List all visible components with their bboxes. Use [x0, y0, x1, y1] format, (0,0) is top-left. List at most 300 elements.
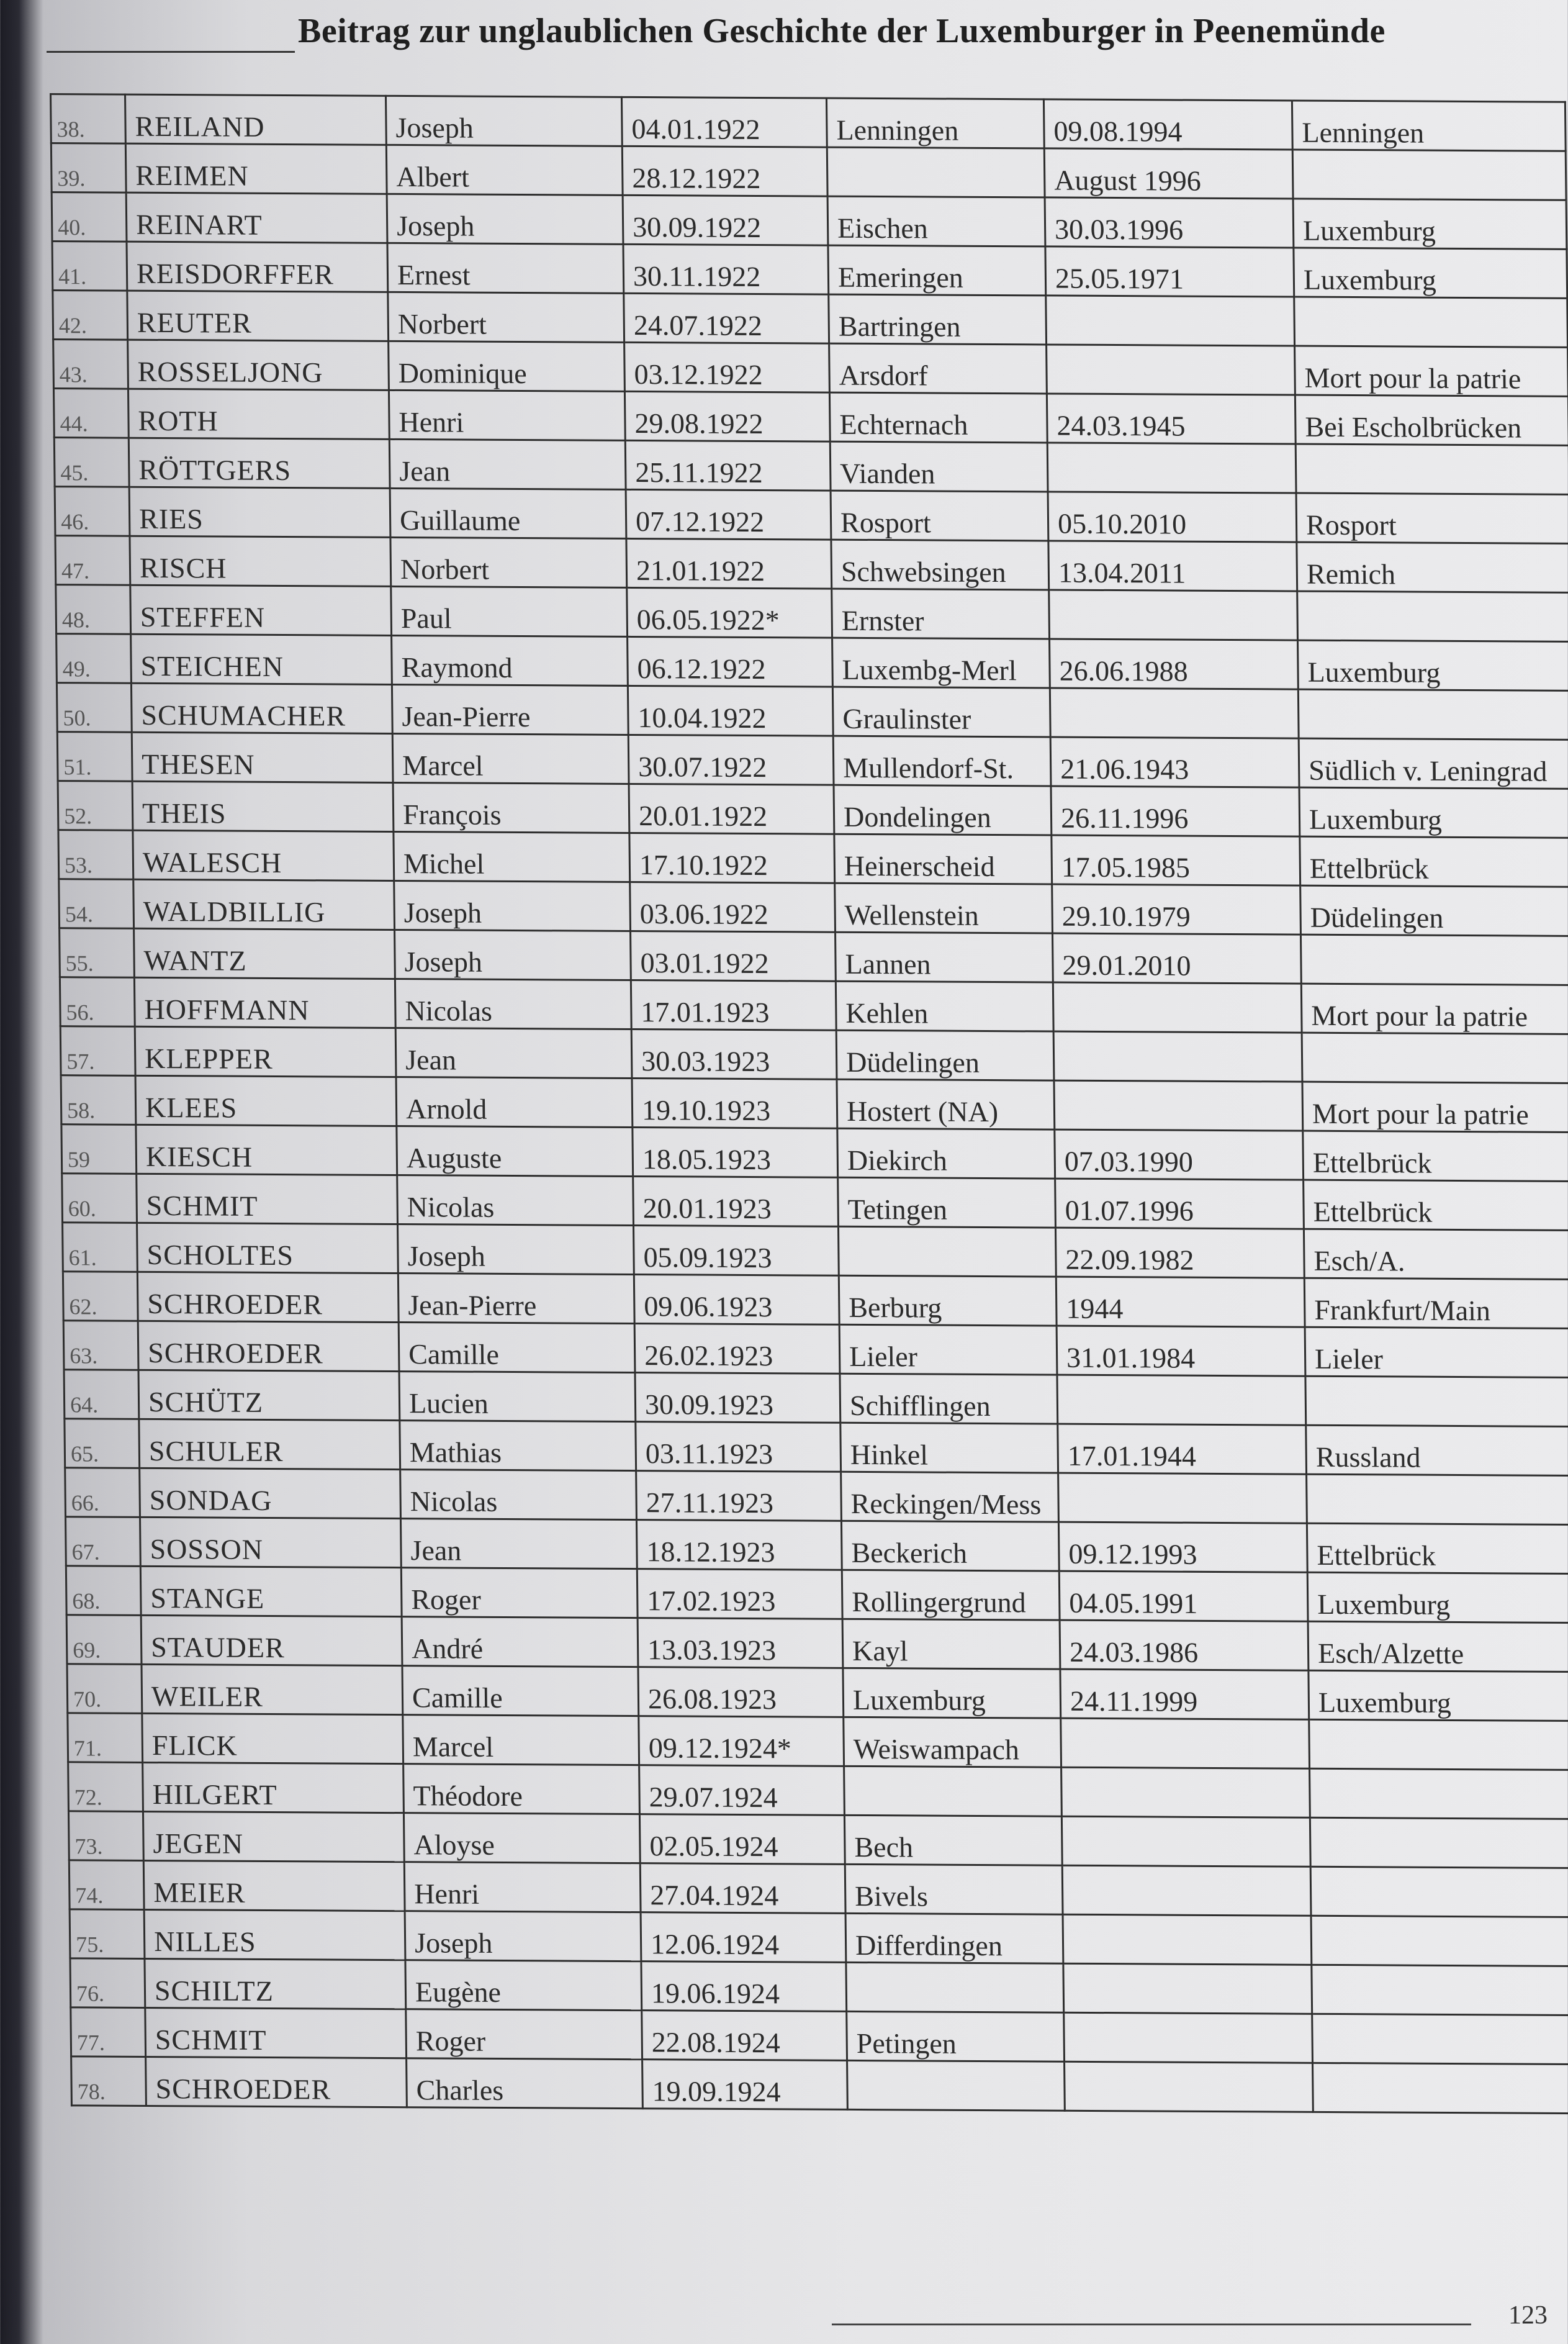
table-row: [56, 585, 1568, 642]
death-place-cell: [1295, 444, 1568, 494]
surname-cell: SOSSON: [140, 1517, 401, 1567]
death-date-cell: 24.11.1999: [1060, 1669, 1309, 1719]
table-row: [55, 487, 1568, 544]
table-row: [70, 1909, 1568, 1966]
birth-date-cell: 17.02.1923: [637, 1569, 842, 1619]
entry-number-cell: 41.: [52, 242, 127, 291]
birth-date-cell: 03.01.1922: [631, 931, 836, 981]
surname-cell: HOFFMANN: [134, 977, 395, 1028]
surname-cell: STAUDER: [141, 1615, 402, 1665]
entry-number-cell: 76.: [70, 1958, 145, 2008]
first-name-cell: Auguste: [397, 1126, 633, 1177]
first-name-cell: Joseph: [394, 880, 631, 931]
entry-number-cell: 66.: [65, 1468, 140, 1518]
birth-place-cell: Rosport: [831, 491, 1048, 541]
death-date-cell: 31.01.1984: [1057, 1326, 1305, 1376]
birth-place-cell: Graulinster: [832, 687, 1050, 737]
birth-date-cell: 30.11.1922: [623, 244, 829, 294]
death-place-cell: Bei Escholbrücken: [1295, 395, 1568, 445]
birth-place-cell: Differdingen: [845, 1913, 1063, 1963]
birth-date-cell: 20.01.1923: [633, 1177, 839, 1227]
entry-number-cell: 55.: [60, 928, 135, 978]
death-place-cell: Esch/A.: [1304, 1229, 1568, 1279]
first-name-cell: Guillaume: [390, 488, 626, 538]
birth-place-cell: Düdelingen: [836, 1030, 1054, 1080]
surname-cell: SCHROEDER: [146, 2057, 407, 2107]
table-row: [58, 830, 1568, 887]
death-place-cell: Russland: [1306, 1425, 1568, 1475]
birth-date-cell: 30.03.1923: [631, 1029, 837, 1079]
entry-number-cell: 39.: [51, 143, 126, 193]
table-row: [55, 536, 1568, 593]
first-name-cell: Raymond: [392, 635, 628, 686]
table-row: [63, 1223, 1568, 1280]
first-name-cell: Henri: [389, 390, 625, 440]
death-place-cell: [1310, 1867, 1568, 1917]
death-place-cell: [1312, 1965, 1568, 2015]
first-name-cell: Norbert: [388, 292, 624, 342]
surname-cell: ROTH: [128, 389, 389, 439]
death-place-cell: [1310, 1768, 1568, 1819]
table-row: [69, 1860, 1568, 1917]
entry-number-cell: 59: [61, 1124, 137, 1174]
birth-place-cell: [838, 1226, 1056, 1277]
first-name-cell: Roger: [406, 2009, 642, 2060]
first-name-cell: Jean: [395, 1028, 632, 1079]
table-row: [66, 1517, 1568, 1574]
death-date-cell: 09.12.1993: [1058, 1522, 1307, 1572]
birth-date-cell: 17.10.1922: [629, 833, 835, 883]
birth-place-cell: Lieler: [839, 1324, 1057, 1375]
table-row: [68, 1762, 1568, 1819]
first-name-cell: Aloyse: [403, 1813, 640, 1863]
death-place-cell: Ettelbrück: [1307, 1523, 1568, 1573]
birth-place-cell: Emeringen: [828, 245, 1046, 296]
surname-cell: MEIER: [143, 1860, 405, 1911]
death-place-cell: [1309, 1719, 1568, 1770]
death-place-cell: [1292, 150, 1566, 200]
birth-place-cell: Diekirch: [837, 1128, 1055, 1179]
first-name-cell: Lucien: [399, 1372, 636, 1422]
death-place-cell: Ettelbrück: [1300, 836, 1568, 887]
death-date-cell: 30.03.1996: [1045, 197, 1294, 248]
death-place-cell: Luxemburg: [1309, 1670, 1568, 1721]
surname-cell: HILGERT: [143, 1762, 404, 1812]
entry-number-cell: 58.: [61, 1075, 136, 1125]
surname-cell: SCHROEDER: [138, 1321, 399, 1371]
surname-cell: RÖTTGERS: [128, 438, 390, 488]
entry-number-cell: 61.: [63, 1223, 138, 1272]
entry-number-cell: 52.: [58, 781, 133, 831]
death-date-cell: [1050, 688, 1299, 738]
surname-cell: FLICK: [142, 1713, 403, 1763]
death-date-cell: 26.06.1988: [1050, 639, 1299, 689]
surname-cell: REUTER: [127, 291, 389, 341]
roster-table-wrapper: [50, 93, 1568, 2200]
table-row: [71, 2007, 1568, 2065]
entry-number-cell: 45.: [54, 438, 129, 487]
death-date-cell: [1061, 1816, 1310, 1867]
surname-cell: WANTZ: [134, 928, 395, 979]
table-row: [65, 1419, 1568, 1476]
surname-cell: WALESCH: [133, 830, 394, 880]
birth-date-cell: 06.05.1922*: [627, 587, 832, 638]
surname-cell: THESEN: [132, 732, 393, 782]
header-rule: [47, 51, 295, 53]
birth-date-cell: 26.08.1923: [638, 1667, 844, 1717]
surname-cell: SONDAG: [140, 1468, 401, 1518]
surname-cell: WEILER: [142, 1664, 403, 1714]
roster-table: [50, 93, 1568, 2114]
table-row: [63, 1272, 1568, 1329]
entry-number-cell: 77.: [71, 2007, 146, 2057]
death-date-cell: [1054, 1080, 1303, 1131]
table-row: [66, 1615, 1568, 1672]
death-date-cell: [1061, 1767, 1310, 1817]
birth-date-cell: 27.04.1924: [640, 1863, 845, 1914]
table-row: [52, 192, 1567, 250]
death-date-cell: 07.03.1990: [1055, 1129, 1304, 1180]
birth-place-cell: [847, 2060, 1065, 2111]
table-row: [51, 143, 1566, 201]
first-name-cell: Joseph: [405, 1911, 641, 1962]
birth-date-cell: 12.06.1924: [641, 1912, 846, 1963]
entry-number-cell: 74.: [69, 1860, 144, 1910]
entry-number-cell: 48.: [56, 585, 131, 635]
table-row: [58, 781, 1568, 838]
entry-number-cell: 70.: [67, 1664, 142, 1714]
entry-number-cell: 78.: [71, 2057, 146, 2106]
first-name-cell: François: [393, 782, 629, 833]
birth-place-cell: Hostert (NA): [837, 1079, 1055, 1129]
surname-cell: KLEES: [135, 1075, 397, 1126]
birth-place-cell: Vianden: [830, 441, 1048, 492]
death-place-cell: Lenningen: [1292, 101, 1566, 151]
birth-date-cell: 18.12.1923: [636, 1520, 842, 1570]
entry-number-cell: 72.: [68, 1762, 143, 1812]
death-date-cell: [1053, 982, 1302, 1033]
entry-number-cell: 71.: [68, 1713, 143, 1763]
death-place-cell: Mort pour la patrie: [1301, 984, 1568, 1034]
surname-cell: NILLES: [144, 1909, 405, 1960]
death-date-cell: [1047, 443, 1296, 493]
birth-place-cell: Reckingen/Mess: [841, 1472, 1059, 1522]
birth-date-cell: 17.01.1923: [631, 980, 836, 1030]
death-place-cell: [1302, 1033, 1568, 1083]
surname-cell: REILAND: [125, 94, 387, 145]
birth-place-cell: Hinkel: [840, 1423, 1058, 1473]
death-place-cell: Ettelbrück: [1304, 1180, 1568, 1230]
birth-date-cell: 30.09.1923: [635, 1373, 840, 1423]
table-row: [71, 2057, 1568, 2114]
entry-number-cell: 62.: [63, 1272, 138, 1321]
surname-cell: REIMEN: [125, 143, 387, 194]
first-name-cell: Albert: [386, 145, 623, 195]
table-row: [56, 683, 1568, 740]
first-name-cell: Nicolas: [397, 1175, 634, 1226]
death-date-cell: 04.05.1991: [1059, 1571, 1308, 1621]
table-row: [63, 1321, 1568, 1378]
birth-date-cell: 20.01.1922: [629, 784, 834, 834]
death-date-cell: August 1996: [1044, 148, 1293, 199]
first-name-cell: Nicolas: [395, 979, 631, 1029]
birth-date-cell: 02.05.1924: [639, 1814, 845, 1865]
birth-date-cell: 13.03.1923: [638, 1618, 843, 1668]
death-place-cell: [1298, 689, 1568, 740]
birth-place-cell: [844, 1766, 1062, 1816]
death-date-cell: 01.07.1996: [1055, 1179, 1304, 1229]
death-place-cell: Luxemburg: [1299, 787, 1568, 838]
death-date-cell: 17.05.1985: [1052, 835, 1300, 885]
birth-date-cell: 06.12.1922: [628, 636, 833, 687]
first-name-cell: Théodore: [403, 1764, 640, 1814]
death-date-cell: 24.03.1986: [1060, 1620, 1309, 1670]
death-place-cell: Luxemburg: [1294, 248, 1567, 298]
birth-place-cell: Wellenstein: [835, 883, 1053, 933]
table-row: [60, 977, 1568, 1034]
first-name-cell: Joseph: [398, 1224, 634, 1275]
first-name-cell: Jean-Pierre: [398, 1274, 634, 1324]
surname-cell: SCHMIT: [145, 2007, 407, 2058]
table-row: [68, 1811, 1568, 1868]
birth-date-cell: 27.11.1923: [636, 1471, 842, 1521]
entry-number-cell: 69.: [66, 1615, 142, 1665]
birth-date-cell: 21.01.1922: [626, 538, 832, 589]
first-name-cell: Jean-Pierre: [392, 684, 628, 735]
birth-date-cell: 28.12.1922: [622, 146, 827, 196]
birth-date-cell: 30.07.1922: [628, 735, 834, 785]
entry-number-cell: 60.: [62, 1174, 137, 1223]
death-place-cell: Lieler: [1305, 1327, 1568, 1377]
death-date-cell: [1047, 345, 1295, 395]
death-date-cell: [1057, 1375, 1306, 1425]
entry-number-cell: 63.: [63, 1321, 138, 1370]
birth-date-cell: 03.12.1922: [624, 342, 830, 392]
birth-place-cell: Echternach: [829, 392, 1047, 443]
death-date-cell: [1065, 2061, 1313, 2112]
surname-cell: STEFFEN: [130, 585, 392, 635]
death-date-cell: 17.01.1944: [1058, 1424, 1307, 1474]
birth-place-cell: Lannen: [836, 932, 1053, 982]
entry-number-cell: 49.: [56, 634, 132, 684]
page-title: Beitrag zur unglaublichen Geschichte der Luxemburger in Peenemünde: [298, 12, 1386, 50]
entry-number-cell: 40.: [52, 192, 127, 242]
birth-date-cell: 07.12.1922: [626, 489, 831, 540]
death-date-cell: [1063, 1963, 1312, 2014]
birth-place-cell: [846, 1962, 1064, 2012]
birth-date-cell: 19.09.1924: [642, 2060, 848, 2110]
birth-place-cell: Bivels: [845, 1864, 1063, 1914]
birth-date-cell: 24.07.1922: [624, 293, 829, 343]
birth-date-cell: 03.11.1923: [636, 1422, 841, 1472]
birth-date-cell: 26.02.1923: [634, 1324, 840, 1374]
surname-cell: SCHÜTZ: [138, 1370, 400, 1420]
table-row: [64, 1370, 1568, 1427]
death-place-cell: Rosport: [1296, 493, 1568, 543]
entry-number-cell: 57.: [60, 1026, 135, 1076]
surname-cell: ROSSELJONG: [128, 340, 389, 390]
table-row: [53, 340, 1568, 397]
birth-place-cell: [827, 147, 1045, 197]
entry-number-cell: 43.: [53, 340, 128, 389]
death-place-cell: Luxemburg: [1293, 199, 1567, 249]
table-row: [68, 1713, 1568, 1770]
page-number: 123: [1508, 2301, 1548, 2330]
entry-number-cell: 42.: [53, 291, 128, 340]
surname-cell: STEICHEN: [131, 634, 392, 684]
table-row: [57, 732, 1568, 789]
entry-number-cell: 44.: [53, 389, 128, 438]
table-row: [53, 291, 1568, 348]
birth-place-cell: Beckerich: [841, 1521, 1059, 1571]
birth-place-cell: Berburg: [839, 1275, 1057, 1326]
first-name-cell: Marcel: [403, 1715, 639, 1765]
first-name-cell: Nicolas: [400, 1470, 637, 1520]
birth-place-cell: Bech: [844, 1815, 1062, 1865]
death-place-cell: Remich: [1297, 542, 1568, 592]
table-row: [54, 438, 1568, 495]
death-date-cell: 21.06.1943: [1050, 737, 1299, 787]
table-row: [56, 634, 1568, 691]
first-name-cell: Camille: [402, 1666, 639, 1716]
birth-place-cell: Petingen: [847, 2011, 1065, 2061]
birth-place-cell: Schifflingen: [840, 1373, 1058, 1424]
death-date-cell: 13.04.2011: [1048, 541, 1297, 591]
death-place-cell: Frankfurt/Main: [1304, 1278, 1568, 1328]
entry-number-cell: 50.: [56, 683, 132, 733]
death-place-cell: [1311, 1916, 1568, 1966]
birth-date-cell: 09.12.1924*: [639, 1716, 844, 1767]
death-place-cell: Luxemburg: [1307, 1572, 1568, 1622]
birth-place-cell: Schwebsingen: [831, 540, 1049, 590]
first-name-cell: Michel: [394, 831, 630, 882]
first-name-cell: Paul: [391, 586, 628, 636]
entry-number-cell: 67.: [66, 1517, 141, 1567]
surname-cell: SCHROEDER: [137, 1272, 399, 1322]
death-place-cell: [1294, 297, 1568, 347]
death-place-cell: Düdelingen: [1300, 885, 1568, 936]
death-date-cell: 24.03.1945: [1047, 394, 1295, 444]
birth-place-cell: Dondelingen: [834, 785, 1052, 835]
first-name-cell: Marcel: [392, 733, 629, 784]
birth-place-cell: Luxembg-Merl: [832, 638, 1050, 688]
first-name-cell: Jean: [400, 1519, 637, 1569]
first-name-cell: Joseph: [395, 930, 631, 980]
roster-table-body: [51, 94, 1568, 2114]
birth-date-cell: 09.06.1923: [634, 1275, 839, 1325]
birth-place-cell: Lenningen: [826, 98, 1044, 148]
first-name-cell: Joseph: [387, 194, 623, 244]
surname-cell: RISCH: [130, 536, 391, 586]
first-name-cell: Arnold: [396, 1077, 633, 1128]
birth-date-cell: 04.01.1922: [621, 97, 827, 147]
birth-place-cell: Kayl: [842, 1619, 1060, 1669]
first-name-cell: Norbert: [390, 537, 627, 587]
death-date-cell: [1061, 1718, 1310, 1768]
birth-place-cell: Weiswampach: [844, 1717, 1061, 1767]
birth-date-cell: 30.09.1922: [623, 195, 828, 245]
birth-date-cell: 29.07.1924: [639, 1765, 845, 1816]
surname-cell: JEGEN: [143, 1811, 404, 1862]
death-date-cell: 29.01.2010: [1052, 933, 1301, 984]
birth-place-cell: Kehlen: [836, 981, 1053, 1031]
first-name-cell: Mathias: [400, 1421, 636, 1471]
birth-place-cell: Arsdorf: [829, 343, 1047, 394]
book-page: [25, 0, 1568, 2344]
table-row: [62, 1174, 1568, 1231]
surname-cell: STANGE: [140, 1566, 402, 1616]
surname-cell: RIES: [129, 487, 390, 537]
table-row: [67, 1664, 1568, 1721]
first-name-cell: Camille: [399, 1323, 635, 1373]
entry-number-cell: 73.: [68, 1811, 143, 1861]
death-date-cell: 05.10.2010: [1048, 492, 1297, 542]
table-row: [61, 1124, 1568, 1182]
first-name-cell: Eugène: [405, 1960, 642, 2011]
surname-cell: SCHMIT: [137, 1174, 398, 1224]
footer-rule: [832, 2324, 1471, 2325]
surname-cell: REISDORFFER: [127, 242, 388, 292]
death-date-cell: 09.08.1994: [1043, 99, 1292, 150]
entry-number-cell: 38.: [51, 94, 126, 144]
birth-place-cell: Bartringen: [829, 294, 1047, 345]
death-place-cell: Südlich v. Leningrad: [1299, 738, 1568, 789]
table-row: [70, 1958, 1568, 2016]
death-place-cell: Mort pour la patrie: [1302, 1082, 1568, 1132]
death-place-cell: [1300, 934, 1568, 985]
entry-number-cell: 54.: [59, 879, 134, 929]
birth-place-cell: Heinerscheid: [834, 834, 1052, 884]
entry-number-cell: 65.: [65, 1419, 140, 1468]
birth-date-cell: 29.08.1922: [624, 391, 830, 441]
death-date-cell: [1049, 590, 1298, 640]
table-row: [60, 928, 1568, 985]
death-place-cell: [1312, 2014, 1568, 2064]
death-date-cell: [1058, 1473, 1307, 1523]
death-place-cell: Mort pour la patrie: [1295, 346, 1568, 396]
surname-cell: SCHOLTES: [137, 1223, 399, 1273]
table-row: [65, 1468, 1568, 1525]
birth-place-cell: Rollingergrund: [842, 1570, 1060, 1620]
death-date-cell: 26.11.1996: [1051, 786, 1300, 836]
death-date-cell: 1944: [1056, 1277, 1305, 1327]
birth-date-cell: 19.06.1924: [641, 1962, 847, 2012]
birth-place-cell: Luxemburg: [843, 1668, 1061, 1718]
birth-date-cell: 19.10.1923: [632, 1078, 837, 1128]
table-row: [66, 1566, 1568, 1623]
table-row: [52, 242, 1567, 299]
surname-cell: WALDBILLIG: [133, 879, 395, 930]
birth-date-cell: 18.05.1923: [633, 1128, 838, 1178]
death-date-cell: [1046, 296, 1295, 346]
first-name-cell: Henri: [404, 1862, 641, 1912]
death-date-cell: [1063, 1914, 1312, 1965]
death-place-cell: [1312, 2063, 1568, 2113]
death-place-cell: [1307, 1474, 1568, 1524]
first-name-cell: Charles: [407, 2058, 643, 2109]
death-date-cell: 29.10.1979: [1052, 884, 1301, 934]
surname-cell: SCHUMACHER: [131, 683, 392, 733]
death-place-cell: [1310, 1817, 1568, 1868]
entry-number-cell: 51.: [57, 732, 132, 782]
surname-cell: REINART: [126, 192, 387, 243]
death-place-cell: Esch/Alzette: [1308, 1621, 1568, 1672]
entry-number-cell: 68.: [66, 1566, 141, 1616]
birth-date-cell: 05.09.1923: [633, 1226, 839, 1276]
death-date-cell: [1062, 1865, 1311, 1916]
birth-place-cell: Tetingen: [838, 1177, 1056, 1228]
death-date-cell: [1053, 1031, 1302, 1082]
